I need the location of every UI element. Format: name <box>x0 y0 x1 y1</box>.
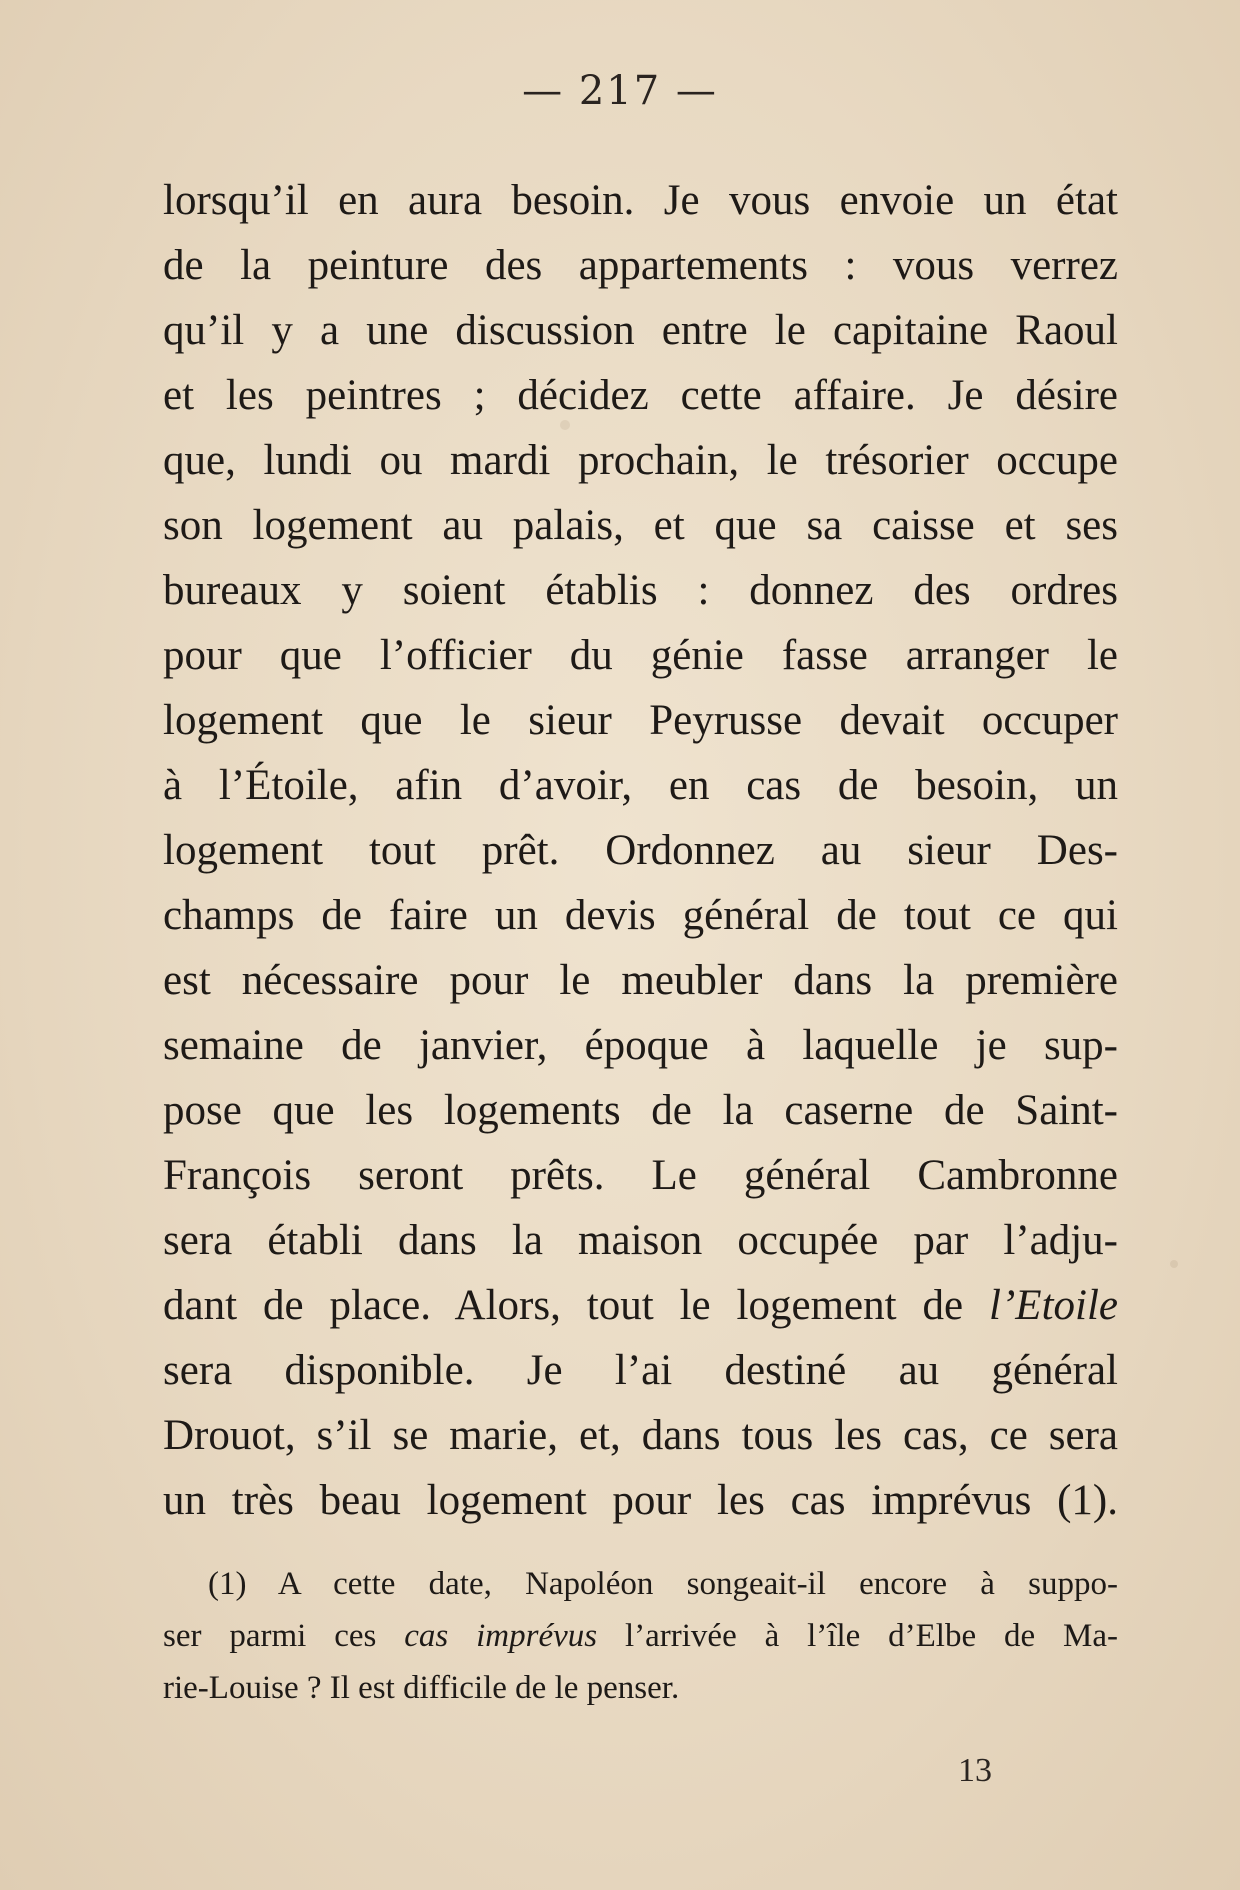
paper-stain <box>1170 1260 1178 1268</box>
text-line: sera disponible. Je l’ai destiné au général <box>163 1347 1118 1394</box>
text-line: François seront prêts. Le général Cambronne <box>163 1152 1118 1199</box>
text-line: de la peinture des appartements : vous verrez <box>163 242 1118 289</box>
text-line: son logement au palais, et que sa caisse et ses <box>163 502 1118 549</box>
text-line: qu’il y a une discussion entre le capitaine Raoul <box>163 307 1118 354</box>
text-segment: l’arrivée à l’île d’Elbe de Ma- <box>624 1618 1119 1654</box>
text-line: pose que les logements de la caserne de Saint- <box>163 1087 1118 1134</box>
text-line: champs de faire un devis général de tout ce qui <box>163 892 1118 939</box>
text-segment: dant de place. Alors, tout le logement de <box>163 1282 990 1329</box>
text-line: un très beau logement pour les cas imprévus (1). <box>163 1477 1118 1524</box>
text-line: Drouot, s’il se marie, et, dans tous les cas, ce sera <box>163 1412 1118 1459</box>
text-line: est nécessaire pour le meubler dans la première <box>163 957 1118 1004</box>
text-line: bureaux y soient établis : donnez des ordres <box>163 567 1118 614</box>
italic-cas-imprevus: cas imprévus <box>404 1618 598 1654</box>
text-line-with-italic <box>163 1273 1118 1338</box>
text-line: sera établi dans la maison occupée par l’adju- <box>163 1217 1118 1264</box>
text-line: pour que l’officier du génie fasse arranger le <box>163 632 1118 679</box>
italic-etoile: l’Etoile <box>989 1282 1118 1329</box>
footnote-line-with-italic <box>163 1610 1118 1662</box>
text-line: logement que le sieur Peyrusse devait occuper <box>163 697 1118 744</box>
text-line: lorsqu’il en aura besoin. Je vous envoie un état <box>163 177 1118 224</box>
footnote-line: (1) A cette date, Napoléon songeait-il encore à suppo- <box>208 1566 1118 1602</box>
page-number-header: — 217 — <box>522 68 718 114</box>
text-segment: ser parmi ces <box>163 1618 405 1654</box>
text-line: logement tout prêt. Ordonnez au sieur Des- <box>163 827 1118 874</box>
text-line: semaine de janvier, époque à laquelle je sup- <box>163 1022 1118 1069</box>
text-line: et les peintres ; décidez cette affaire. Je désire <box>163 372 1118 419</box>
footnote-line: rie-Louise ? Il est difficile de le penser. <box>163 1670 680 1706</box>
footnote <box>163 1558 1118 1714</box>
text-line: à l’Étoile, afin d’avoir, en cas de besoin, un <box>163 762 1118 809</box>
main-text <box>163 168 1118 1533</box>
signature-mark: 13 <box>958 1752 992 1789</box>
text-line: que, lundi ou mardi prochain, le trésorier occupe <box>163 437 1118 484</box>
